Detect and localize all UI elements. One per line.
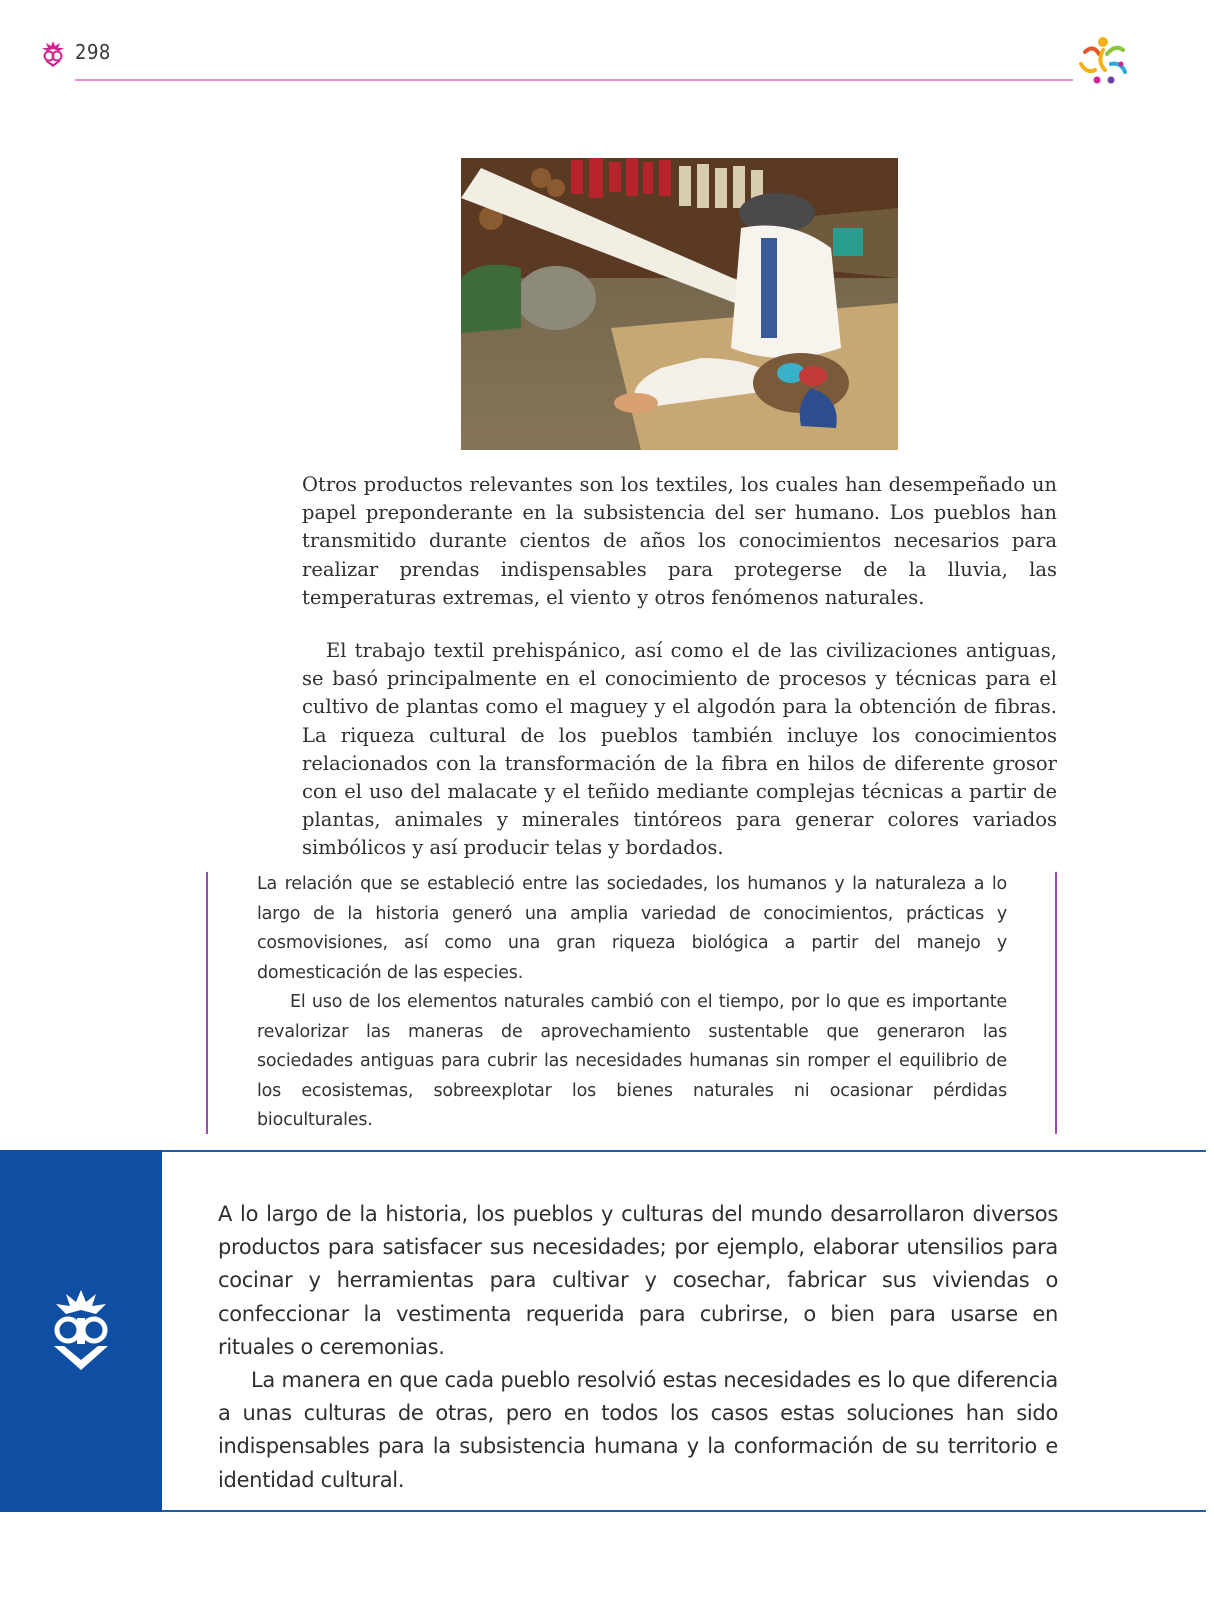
box-rule-top bbox=[162, 1150, 1206, 1152]
quote-text bbox=[257, 870, 1007, 1136]
main-text bbox=[302, 471, 1057, 863]
box-text bbox=[218, 1198, 1058, 1497]
tree-emblem-icon bbox=[46, 1290, 116, 1372]
colorful-figure-logo-icon bbox=[1075, 34, 1131, 88]
quote-rule-left bbox=[206, 872, 208, 1134]
header-rule bbox=[75, 79, 1073, 81]
quote-paragraph: La relación que se estableció entre las sociedades, los humanos y la naturaleza a lo largo de la historia generó una amplia variedad de conocimientos, prácticas y cosmovisiones, así como una gran riqueza biológica a partir del manejo y domesticación de las especies. bbox=[257, 874, 1007, 983]
quote-rule-right bbox=[1055, 872, 1057, 1134]
main-paragraph: Otros productos relevantes son los textiles, los cuales han desempeñado un papel preponderante en la subsistencia del ser humano. Los pueblos han transmitido durante cientos de años los conocimientos necesarios para realizar prendas indispensables para protegerse de la lluvia, las temperaturas extremas, el viento y otros fenómenos naturales. bbox=[302, 473, 1057, 609]
flower-ornament-icon bbox=[40, 40, 66, 68]
page-number: 298 bbox=[75, 40, 111, 64]
box-paragraph: La manera en que cada pueblo resolvió estas necesidades es lo que diferencia a unas culturas de otras, pero en todos los casos estas soluciones han sido indispensables para la subsistencia humana y la conformación de su territorio e identidad cultural. bbox=[218, 1368, 1058, 1492]
box-rule-bottom bbox=[162, 1510, 1206, 1512]
weaver-backstrap-loom-photo bbox=[461, 158, 898, 450]
main-paragraph: El trabajo textil prehispánico, así como el de las civilizaciones antiguas, se basó principalmente en el conocimiento de procesos y técnicas para el cultivo de plantas como el maguey y el algodón para la obtención de fibras. La riqueza cultural de los pueblos también incluye los conocimientos relacionados con la transformación de la fibra en hilos de diferente grosor con el uso del malacate y el teñido mediante complejas técnicas a partir de plantas, animales y minerales tintóreos para generar colores variados simbólicos y así producir telas y bordados. bbox=[302, 639, 1057, 860]
quote-paragraph: El uso de los elementos naturales cambió con el tiempo, por lo que es importante revalorizar las maneras de aprovechamiento sustentable que generaron las sociedades antiguas para cubrir las necesidades humanas sin romper el equilibrio de los ecosistemas, sobreexplotar los bienes naturales ni ocasionar pérdidas bioculturales. bbox=[257, 992, 1007, 1130]
box-paragraph: A lo largo de la historia, los pueblos y culturas del mundo desarrollaron diversos productos para satisfacer sus necesidades; por ejemplo, elaborar utensilios para cocinar y herramientas para cultivar y cosechar, fabricar sus viviendas o confeccionar la vestimenta requerida para cubrirse, o bien para usarse en rituales o ceremonias. bbox=[218, 1202, 1058, 1359]
